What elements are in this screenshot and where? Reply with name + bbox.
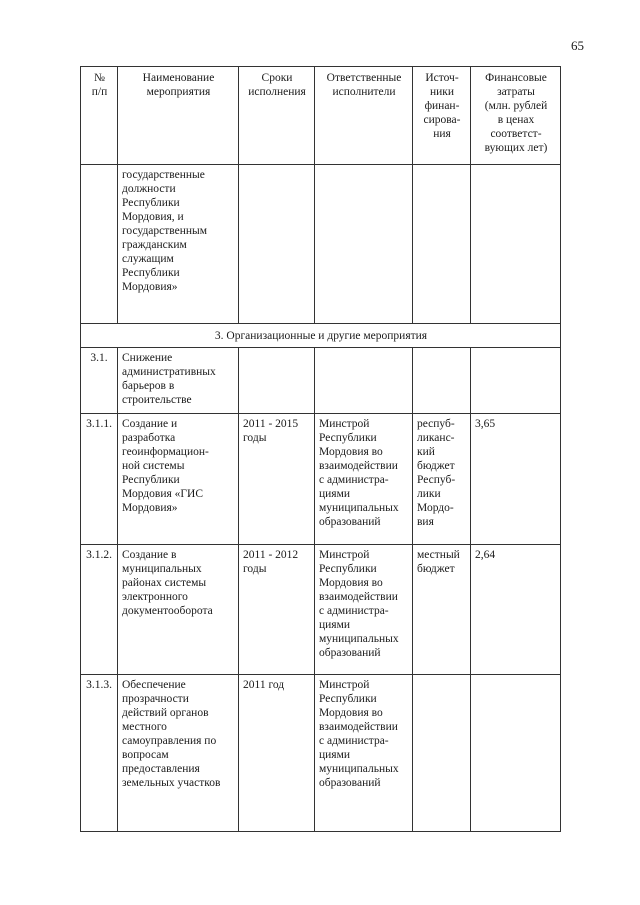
table-header-row bbox=[81, 67, 561, 165]
header-sources: Источ- ники финан- сирова- ния bbox=[413, 67, 471, 165]
cell-name: государственные должности Республики Мордовия, и государственным гражданским служащим Республики Мордовия» bbox=[118, 165, 239, 324]
cell-costs bbox=[471, 675, 561, 832]
cell-costs bbox=[471, 165, 561, 324]
cell-num: 3.1.2. bbox=[81, 545, 118, 675]
cell-sources bbox=[413, 165, 471, 324]
cell-costs bbox=[471, 348, 561, 414]
table-row bbox=[81, 675, 561, 832]
cell-executors: Минстрой Республики Мордовия во взаимодействии с администра- циями муниципальных образований bbox=[315, 545, 413, 675]
section-title: 3. Организационные и другие мероприятия bbox=[81, 324, 561, 348]
cell-executors: Минстрой Республики Мордовия во взаимодействии с администра- циями муниципальных образований bbox=[315, 414, 413, 545]
measures-table bbox=[80, 66, 561, 832]
cell-terms: 2011 - 2012 годы bbox=[239, 545, 315, 675]
cell-num: 3.1.1. bbox=[81, 414, 118, 545]
cell-name: Обеспечение прозрачности действий органов местного самоуправления по вопросам предоставления земельных участков bbox=[118, 675, 239, 832]
header-executors: Ответственные исполнители bbox=[315, 67, 413, 165]
cell-name: Снижение административных барьеров в строительстве bbox=[118, 348, 239, 414]
cell-num bbox=[81, 165, 118, 324]
header-terms: Сроки исполнения bbox=[239, 67, 315, 165]
cell-terms: 2011 - 2015 годы bbox=[239, 414, 315, 545]
table-row bbox=[81, 414, 561, 545]
table-row-continuation bbox=[81, 165, 561, 324]
cell-terms: 2011 год bbox=[239, 675, 315, 832]
cell-name: Создание в муниципальных районах системы электронного документооборота bbox=[118, 545, 239, 675]
cell-executors bbox=[315, 348, 413, 414]
table-row bbox=[81, 545, 561, 675]
table-row bbox=[81, 348, 561, 414]
cell-terms bbox=[239, 348, 315, 414]
cell-num: 3.1.3. bbox=[81, 675, 118, 832]
cell-sources: респуб- ликанс- кий бюджет Респуб- лики Мордо- вия bbox=[413, 414, 471, 545]
cell-sources bbox=[413, 348, 471, 414]
header-name: Наименование мероприятия bbox=[118, 67, 239, 165]
cell-num: 3.1. bbox=[81, 348, 118, 414]
header-costs: Финансовые затраты (млн. рублей в ценах соответст- вующих лет) bbox=[471, 67, 561, 165]
cell-costs: 2,64 bbox=[471, 545, 561, 675]
cell-executors: Минстрой Республики Мордовия во взаимодействии с администра- циями муниципальных образований bbox=[315, 675, 413, 832]
cell-sources: местный бюджет bbox=[413, 545, 471, 675]
cell-terms bbox=[239, 165, 315, 324]
cell-name: Создание и разработка геоинформацион- ной системы Республики Мордовия «ГИС Мордовия» bbox=[118, 414, 239, 545]
cell-executors bbox=[315, 165, 413, 324]
header-num: № п/п bbox=[81, 67, 118, 165]
cell-costs: 3,65 bbox=[471, 414, 561, 545]
cell-sources bbox=[413, 675, 471, 832]
page-number: 65 bbox=[571, 38, 584, 53]
table-section-row bbox=[81, 324, 561, 348]
